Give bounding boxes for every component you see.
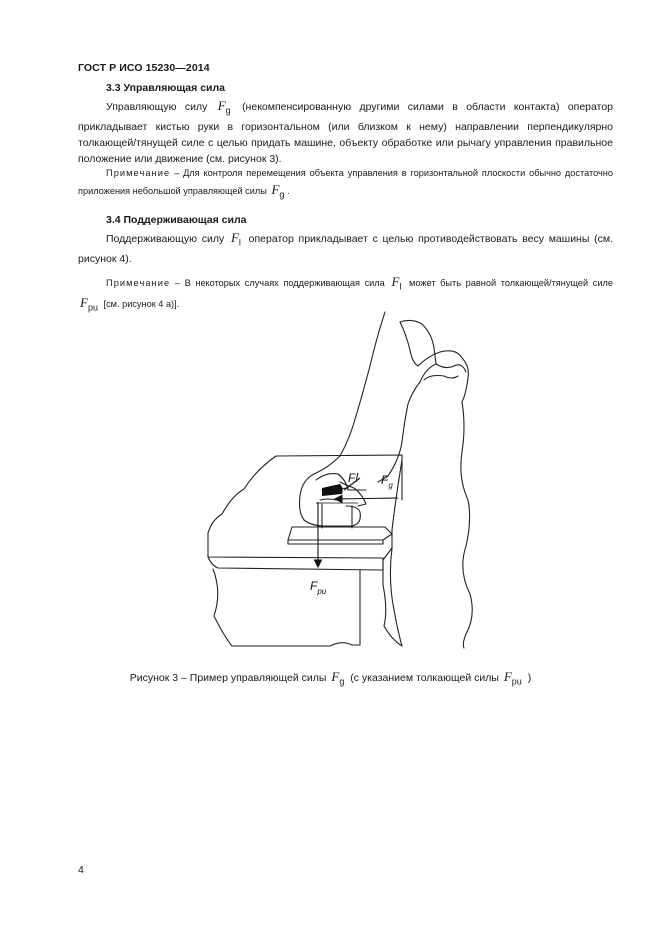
symbol-fg: $F_g$ (331, 669, 345, 687)
document-code-header: ГОСТ Р ИСО 15230—2014 (78, 62, 210, 74)
para-text: оператор прикладывает с целью противодействовать весу машины (см. рисунок 4). (78, 233, 613, 265)
section-3-4-note: Примечание – В некоторых случаях поддерживающая сила $F_l$ может быть равной толкающей/тянущей силе $F_{pu}$ [см. рисунок 4 а)]. (80, 274, 613, 313)
label-fg: $F_g$ (381, 473, 393, 490)
page-number: 4 (78, 864, 84, 876)
para-text: Управляющую силу (106, 101, 208, 113)
section-3-4-title: 3.4 Поддерживающая сила (106, 214, 247, 226)
note-label: Примечание (106, 168, 171, 178)
para-text: (некомпенсированную другими силами в области контакта) оператор прикладывает кистью руки в горизонтальном (или близком к нему) направлении перпендикулярно толкающей/тянущей силе с целью придать машине, объекту обработке или рычагу управления правильное положение или движение (см. рисунок 3). (78, 101, 614, 165)
symbol-fl: $F_l$ (230, 230, 241, 248)
symbol-fpu: $F_{pu}$ (80, 295, 98, 313)
symbol-fg: $F_g$ (271, 181, 285, 200)
label-fl: Fl (348, 471, 358, 485)
workpiece-plate (288, 527, 392, 540)
section-3-3-note: Примечание – Для контроля перемещения объекта управления в горизонтальной плоскости обычно достаточно приложения небольшой управляющей силы $F_g$ . (78, 168, 613, 200)
symbol-fpu: $F_{pu}$ (503, 669, 522, 687)
hand-shading (322, 484, 343, 496)
operator-body (461, 402, 472, 648)
para-text: Поддерживающую силу (106, 233, 225, 245)
note-label: Примечание (106, 278, 171, 288)
section-3-3-title: 3.3 Управляющая сила (106, 82, 225, 94)
note-text: – Для контроля перемещения объекта управления в горизонтальной плоскости обычно достаточно приложения небольшой управляющей силы (78, 168, 613, 196)
label-fpu: $F_{pu}$ (310, 579, 327, 596)
table-edge (208, 533, 383, 570)
figure-3-caption: Рисунок 3 – Пример управляющей силы $F_g$ (с указанием толкающей силы $F_{pu}$ ) (129, 669, 532, 687)
symbol-fg: $F_g$ (217, 98, 231, 116)
fg-arrow (336, 498, 398, 499)
symbol-fl: $F_l$ (391, 274, 402, 292)
